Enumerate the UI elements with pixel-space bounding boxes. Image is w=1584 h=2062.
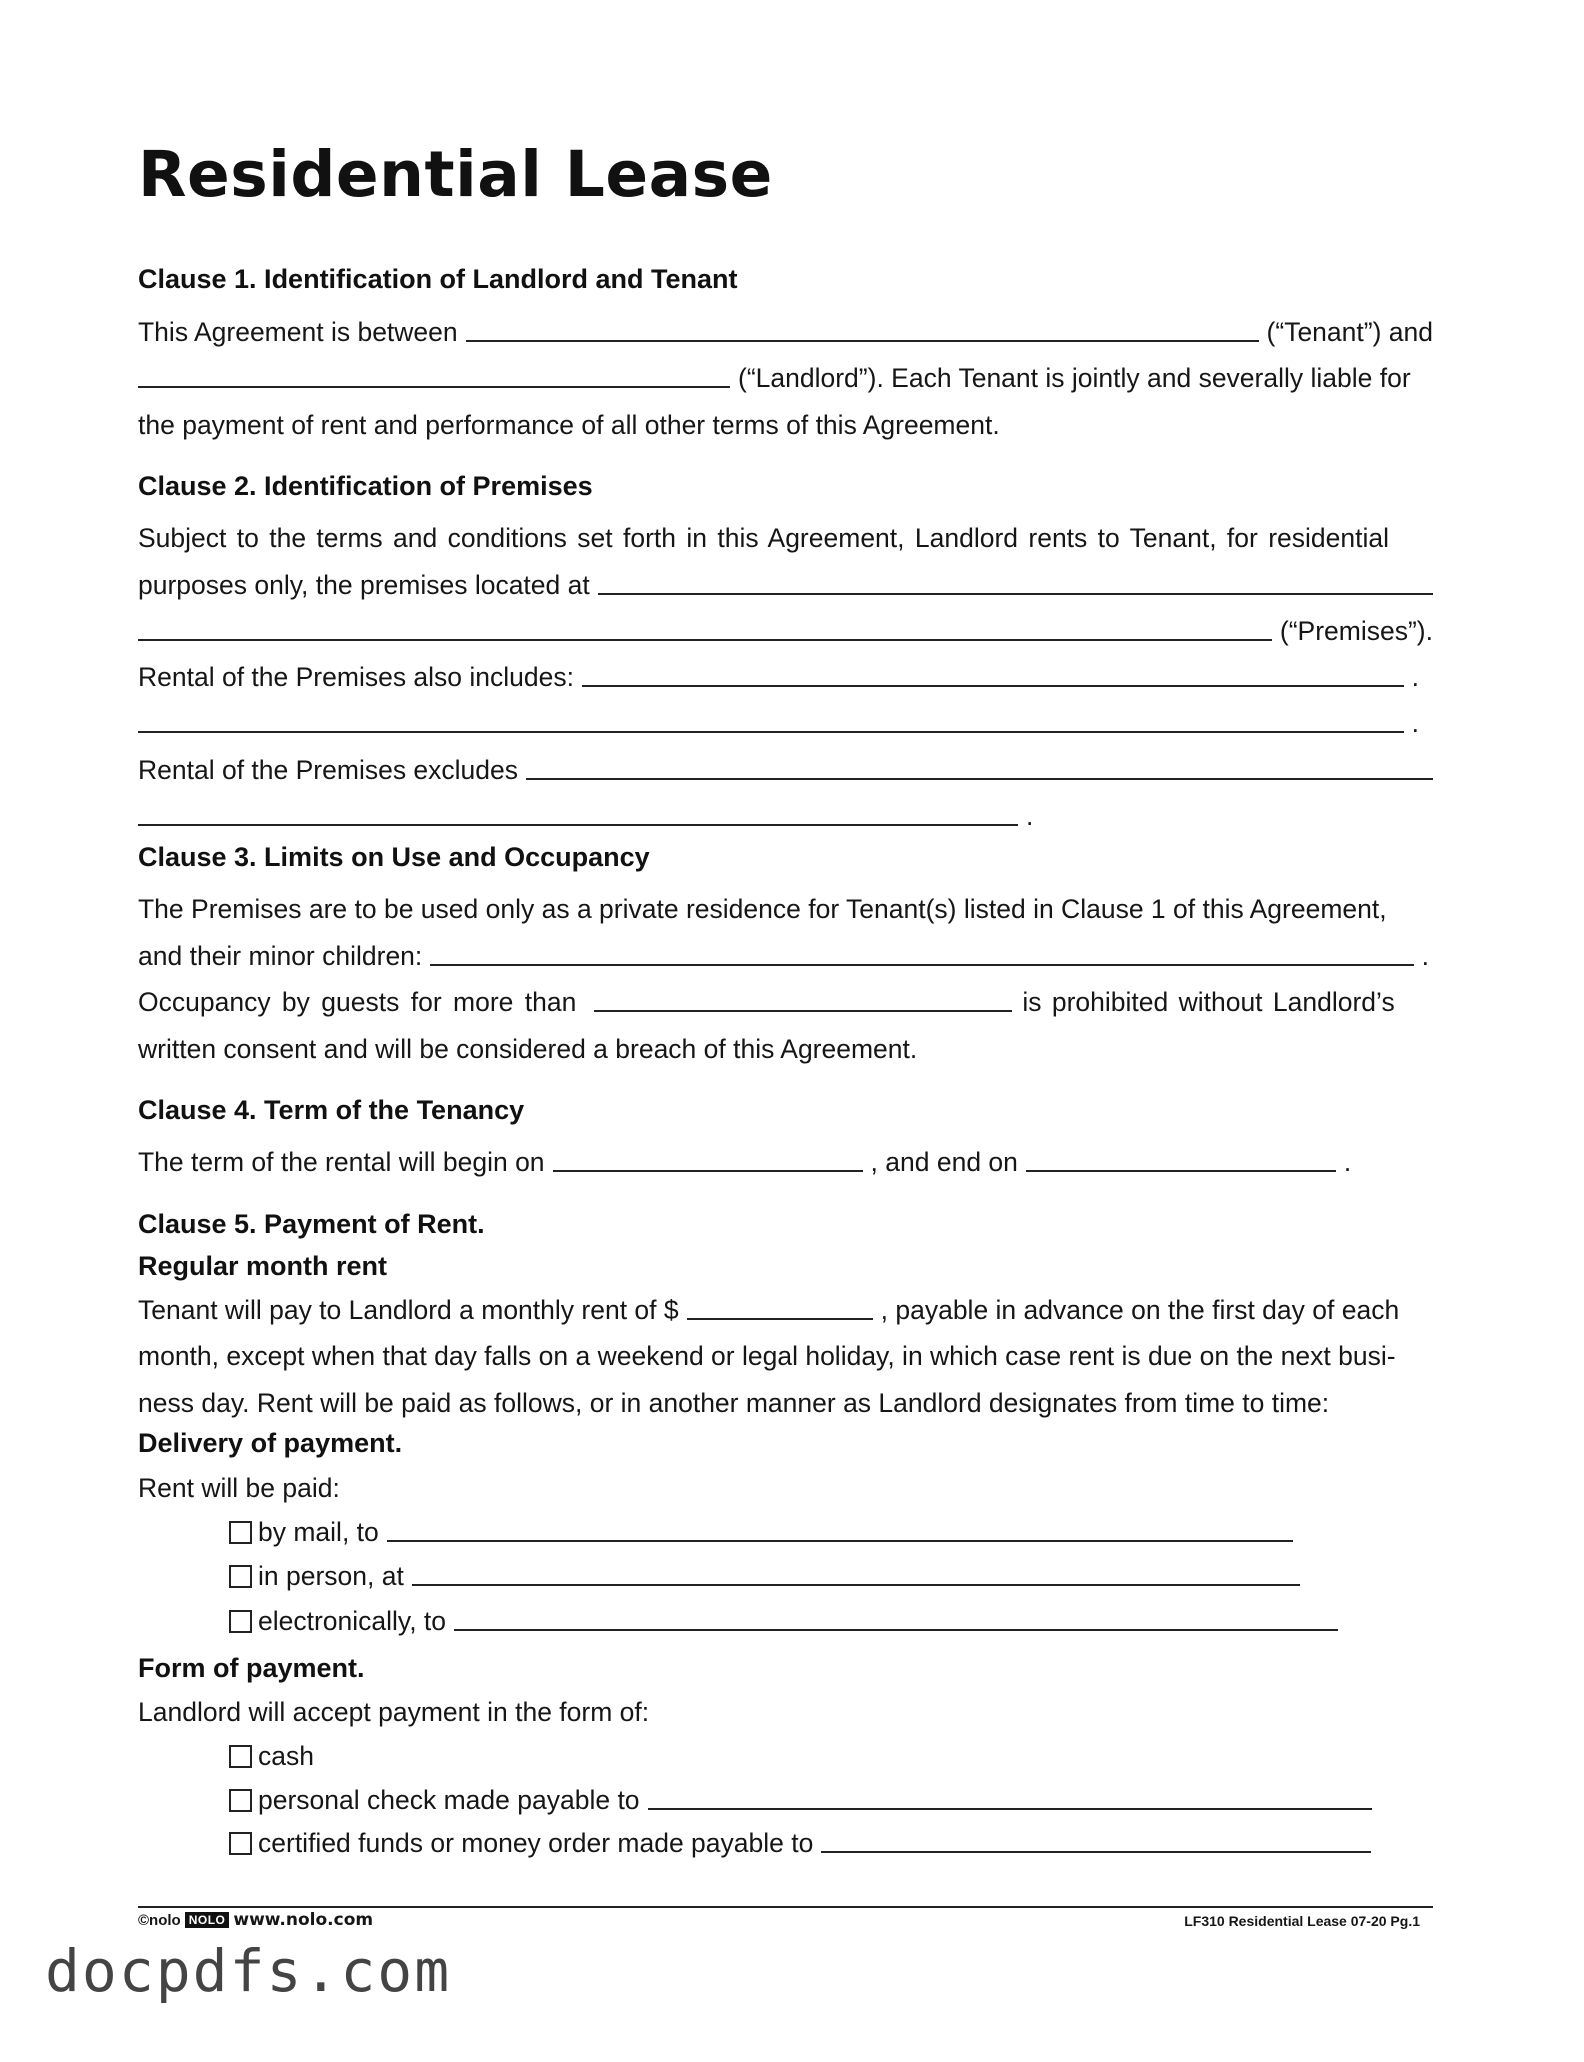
footer-form-id: LF310 Residential Lease 07-20 Pg.1 xyxy=(1184,1913,1420,1929)
certified-payee-field[interactable] xyxy=(821,1851,1371,1853)
electronic-label: electronically, to xyxy=(258,1606,447,1636)
premises-address-field-2[interactable] xyxy=(138,639,1272,641)
delivery-option-mail xyxy=(229,1504,1309,1550)
clause-3-line-4 xyxy=(138,1021,1433,1067)
clause-3-text-residence: The Premises are to be used only as a private residence for Tenant(s) listed in Clause 1 of this Agreement, xyxy=(138,894,1387,924)
period: . xyxy=(1421,941,1429,971)
clause-4-heading: Clause 4. Term of the Tenancy xyxy=(138,1095,525,1125)
clause-5-text-manner: ness day. Rent will be paid as follows, or in another manner as Landlord designates from time to time: xyxy=(138,1388,1330,1418)
excludes-field-2[interactable] xyxy=(138,824,1018,826)
in-person-address-field[interactable] xyxy=(412,1584,1300,1586)
clause-5-heading: Clause 5. Payment of Rent. xyxy=(138,1209,485,1239)
clause-2-line-5 xyxy=(138,695,1433,741)
monthly-rent-field[interactable] xyxy=(687,1318,873,1320)
clause-5-text-weekend: month, except when that day falls on a weekend or legal holiday, in which case rent is due on the next busi- xyxy=(138,1341,1396,1371)
clause-4-line-1 xyxy=(138,1134,1433,1180)
clause-2-line-6 xyxy=(138,742,1433,788)
clause-5-line-2 xyxy=(138,1328,1433,1374)
delivery-intro-line xyxy=(138,1460,1433,1506)
clause-1-line-1 xyxy=(138,304,1433,350)
clause-3-line-2 xyxy=(138,928,1433,974)
start-date-field[interactable] xyxy=(553,1170,863,1172)
mail-label: by mail, to xyxy=(258,1517,379,1547)
guest-duration-field[interactable] xyxy=(594,1010,1012,1012)
delivery-option-person xyxy=(229,1548,1309,1594)
certified-label: certified funds or money order made payable to xyxy=(258,1828,814,1858)
footer-url[interactable]: www.nolo.com xyxy=(233,1910,374,1930)
clause-2-text-terms: Subject to the terms and conditions set forth in this Agreement, Landlord rents to Tenant, for residential xyxy=(138,523,1390,553)
certified-checkbox[interactable] xyxy=(229,1832,252,1855)
form-option-cash xyxy=(229,1728,829,1774)
clause-1-text-between: This Agreement is between xyxy=(138,317,458,347)
clause-1-line-3 xyxy=(138,397,1433,443)
delivery-option-electronic xyxy=(229,1593,1379,1639)
form-intro-line xyxy=(138,1684,1433,1730)
clause-2-line-3 xyxy=(138,603,1433,649)
clause-2-line-1 xyxy=(138,510,1433,556)
footer-rule xyxy=(138,1906,1433,1908)
clause-5-text-rent: Tenant will pay to Landlord a monthly rent of $ xyxy=(138,1295,679,1325)
tenant-name-field[interactable] xyxy=(466,340,1259,342)
clause-3-heading: Clause 3. Limits on Use and Occupancy xyxy=(138,842,650,872)
premises-address-field[interactable] xyxy=(598,593,1433,595)
regular-rent-subheading: Regular month rent xyxy=(138,1251,388,1281)
clause-5-line-1 xyxy=(138,1282,1433,1328)
footer-copyright: ©nolo xyxy=(138,1911,181,1929)
page-title: Residential Lease xyxy=(138,138,773,211)
clause-5-text-payable: , payable in advance on the first day of each xyxy=(880,1295,1400,1325)
form-intro: Landlord will accept payment in the form of: xyxy=(138,1697,650,1727)
footer-left xyxy=(138,1910,373,1930)
clause-1-text-landlord: (“Landlord”). Each Tenant is jointly and severally liable for xyxy=(738,363,1411,393)
form-option-certified xyxy=(229,1815,1379,1861)
clause-2-text-located: purposes only, the premises located at xyxy=(138,570,590,600)
period: . xyxy=(1411,708,1419,738)
mail-address-field[interactable] xyxy=(387,1540,1293,1542)
clause-2-text-includes: Rental of the Premises also includes: xyxy=(138,662,574,692)
cash-label: cash xyxy=(258,1741,314,1771)
includes-field[interactable] xyxy=(582,685,1404,687)
in-person-label: in person, at xyxy=(258,1561,404,1591)
form-subheading: Form of payment. xyxy=(138,1653,365,1683)
clause-1-text-tenant: (“Tenant”) and xyxy=(1266,317,1433,347)
clause-3-text-prohibited: is prohibited without Landlord’s xyxy=(1022,987,1395,1017)
end-date-field[interactable] xyxy=(1026,1170,1336,1172)
period: . xyxy=(1343,1147,1352,1177)
check-checkbox[interactable] xyxy=(229,1789,252,1812)
clause-3-line-3 xyxy=(138,974,1433,1020)
delivery-intro: Rent will be paid: xyxy=(138,1473,340,1503)
clause-2-line-4 xyxy=(138,649,1433,695)
electronic-account-field[interactable] xyxy=(454,1629,1338,1631)
in-person-checkbox[interactable] xyxy=(229,1565,252,1588)
clause-4-text-begin: The term of the rental will begin on xyxy=(138,1147,545,1177)
form-option-check xyxy=(229,1772,1379,1818)
landlord-name-field[interactable] xyxy=(138,386,730,388)
check-label: personal check made payable to xyxy=(258,1785,640,1815)
excludes-field[interactable] xyxy=(526,778,1433,780)
period: . xyxy=(1411,662,1419,692)
clause-2-heading: Clause 2. Identification of Premises xyxy=(138,471,593,501)
clause-5-line-3 xyxy=(138,1375,1433,1421)
period: . xyxy=(1026,801,1034,831)
includes-field-2[interactable] xyxy=(138,731,1404,733)
cash-checkbox[interactable] xyxy=(229,1745,252,1768)
clause-1-text-liability: the payment of rent and performance of all other terms of this Agreement. xyxy=(138,410,1000,440)
clause-2-text-excludes: Rental of the Premises excludes xyxy=(138,755,519,785)
clause-2-line-2 xyxy=(138,557,1433,603)
clause-3-line-1 xyxy=(138,881,1433,927)
watermark: docpdfs.com xyxy=(45,1937,452,2005)
minor-children-field[interactable] xyxy=(430,964,1413,966)
nolo-logo: NOLO xyxy=(185,1912,230,1928)
check-payee-field[interactable] xyxy=(648,1808,1372,1810)
mail-checkbox[interactable] xyxy=(229,1521,252,1544)
clause-3-text-children: and their minor children: xyxy=(138,941,423,971)
clause-1-line-2 xyxy=(138,350,1433,396)
clause-2-line-7 xyxy=(138,788,1433,834)
electronic-checkbox[interactable] xyxy=(229,1610,252,1633)
delivery-subheading: Delivery of payment. xyxy=(138,1428,403,1458)
clause-2-text-premises: (“Premises”). xyxy=(1279,616,1433,646)
clause-4-text-end: , and end on xyxy=(870,1147,1018,1177)
clause-3-text-consent: written consent and will be considered a breach of this Agreement. xyxy=(138,1034,918,1064)
clause-3-text-guests: Occupancy by guests for more than xyxy=(138,987,577,1017)
clause-1-heading: Clause 1. Identification of Landlord and Tenant xyxy=(138,264,738,294)
